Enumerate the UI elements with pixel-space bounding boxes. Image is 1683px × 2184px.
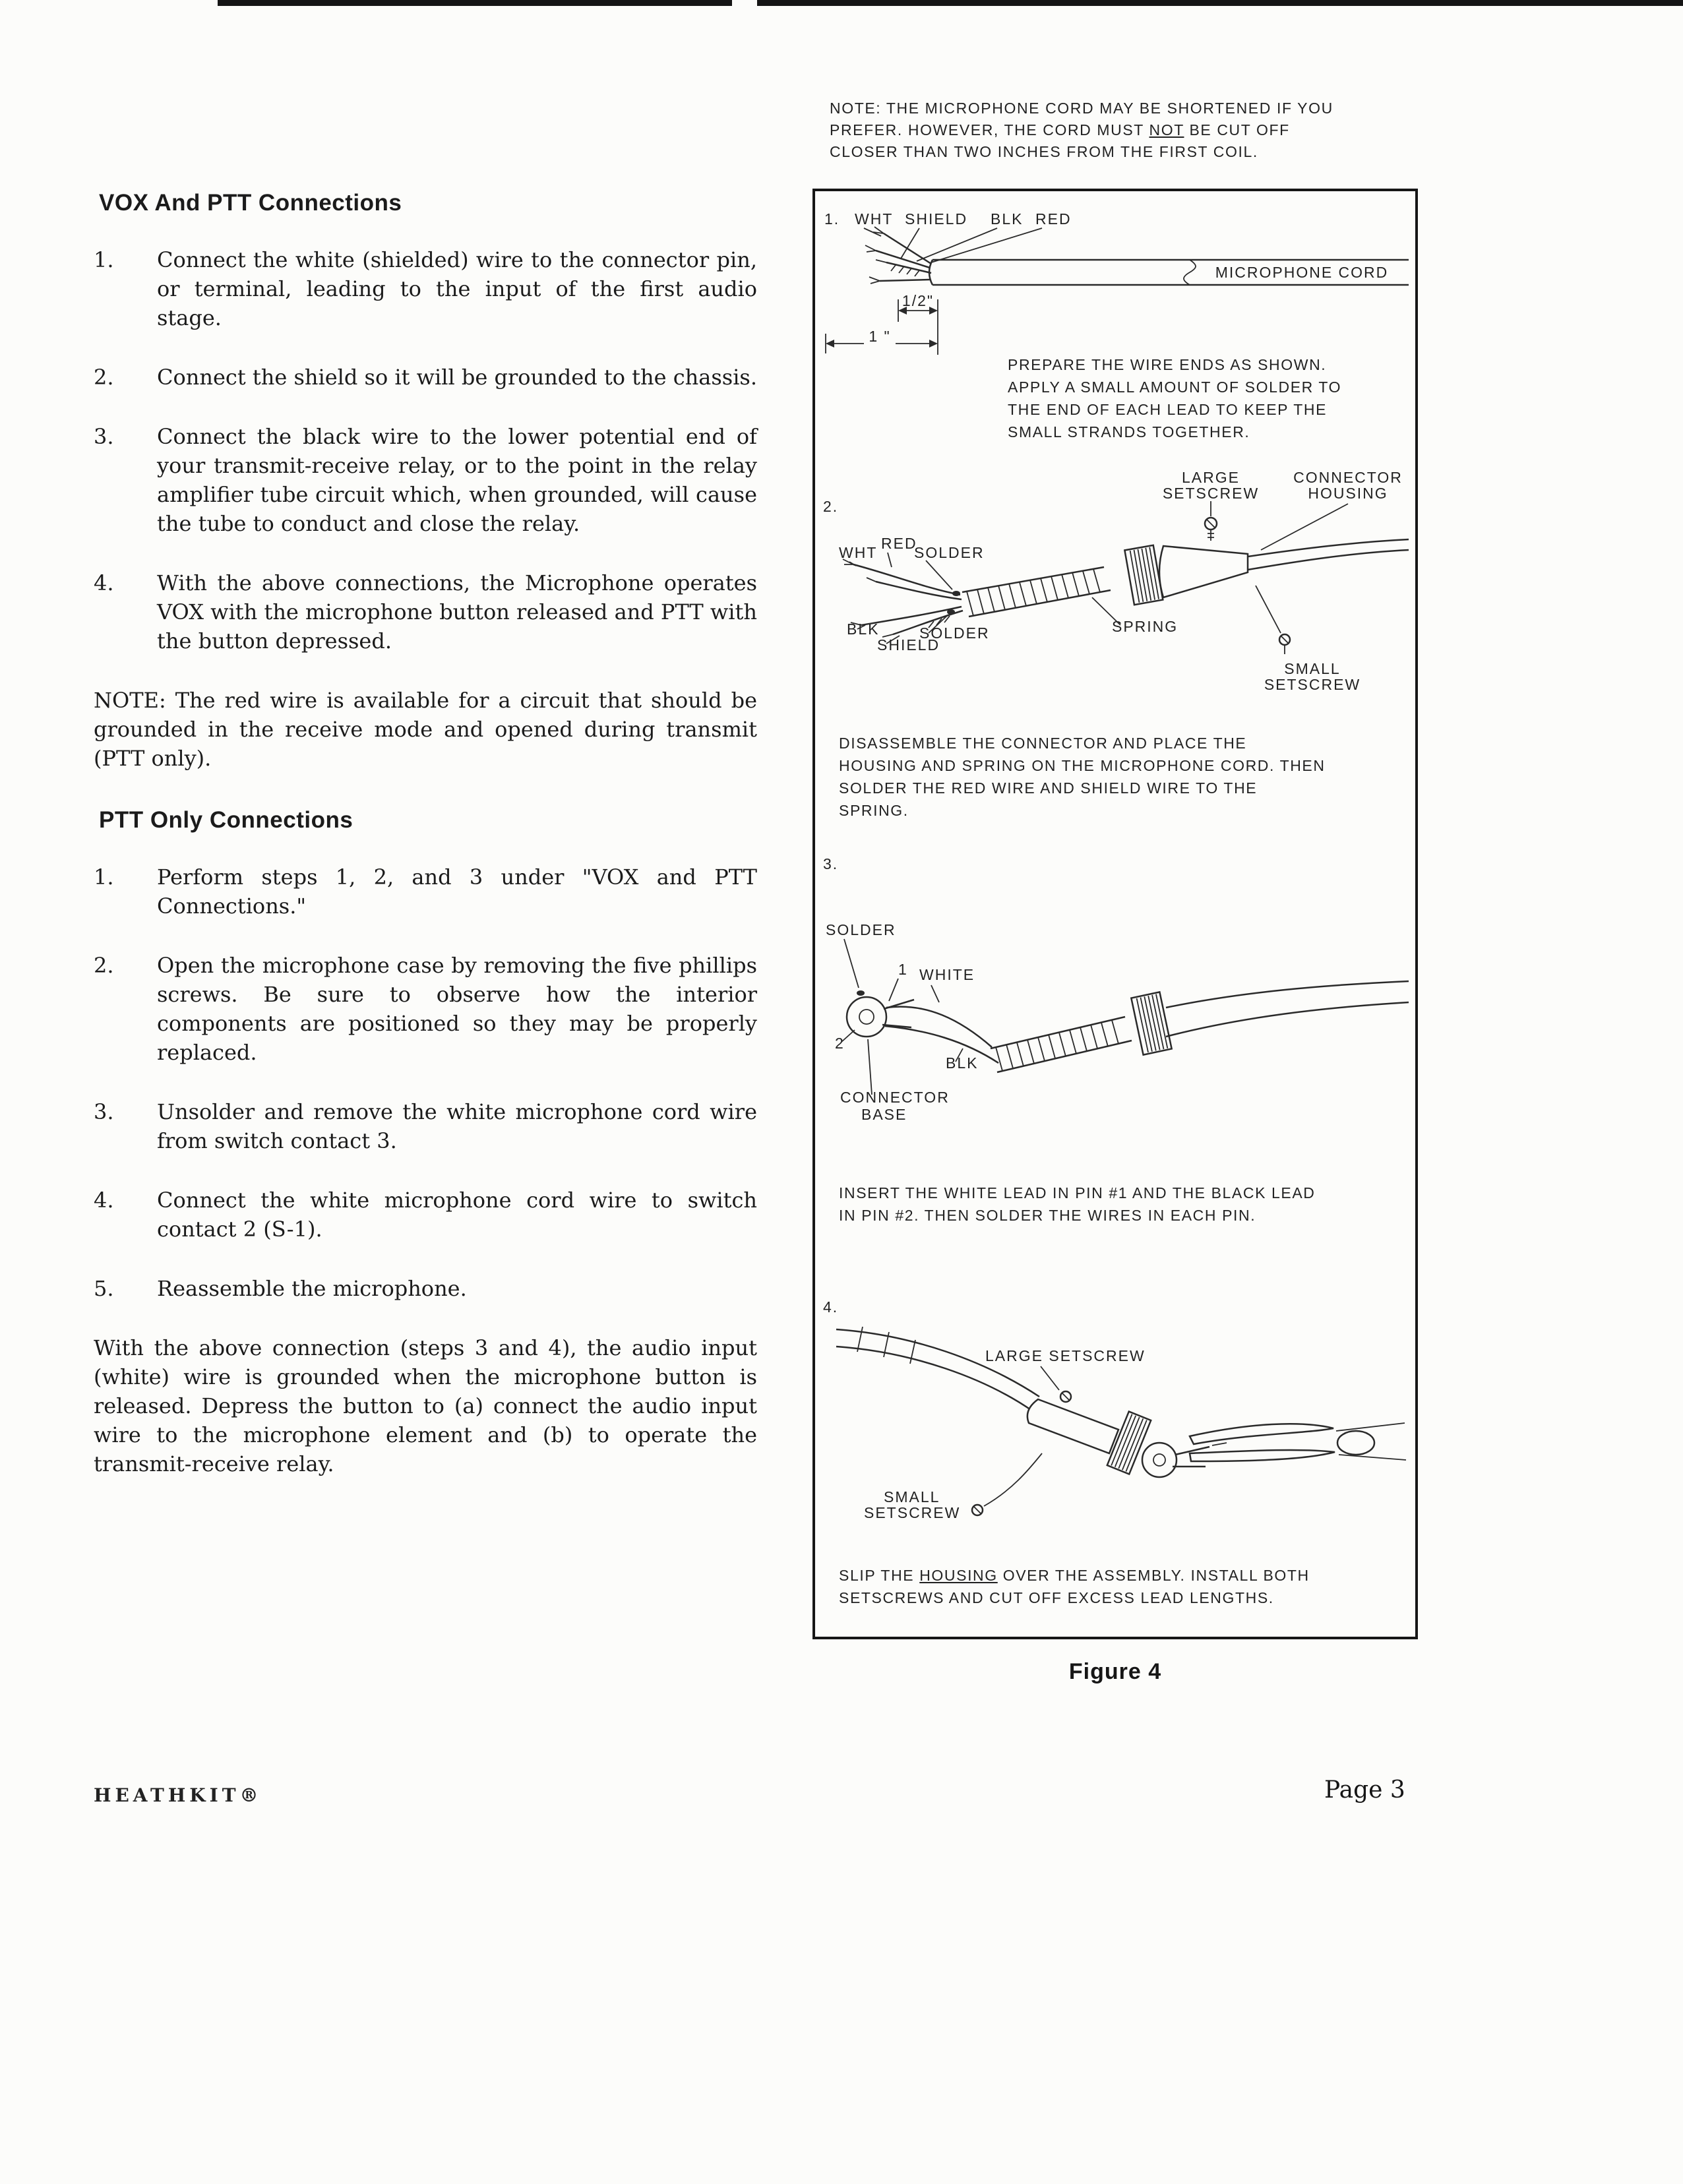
label-small-setscrew: SMALL bbox=[884, 1488, 940, 1505]
label-blk: BLK bbox=[847, 621, 880, 638]
step4-caption-text: OVER THE ASSEMBLY. INSTALL BOTH SETSCREWS AND CUT OFF EXCESS LEAD LENGTHS. bbox=[839, 1567, 1310, 1606]
step1-number: 1. bbox=[824, 210, 840, 228]
step-number: 3. bbox=[94, 1099, 114, 1124]
small-setscrew-icon bbox=[1256, 586, 1290, 654]
step-number: 1. bbox=[94, 864, 114, 890]
step-text: Connect the white microphone cord wire to switch contact 2 (S-1). bbox=[157, 1188, 757, 1242]
step-text: Unsolder and remove the white microphone cord wire from switch contact 3. bbox=[157, 1099, 757, 1153]
figure-note-text: BE CUT OFF CLOSER THAN TWO INCHES FROM THE FIRST COIL. bbox=[830, 121, 1290, 160]
note-paragraph: NOTE: The red wire is available for a circuit that should be grounded in the receive mode and opened during transmit (PTT only). bbox=[94, 688, 757, 771]
step-number: 4. bbox=[94, 570, 114, 595]
label-connector-housing: HOUSING bbox=[1308, 485, 1388, 502]
step-text: Reassemble the microphone. bbox=[157, 1276, 467, 1301]
label-solder: SOLDER bbox=[826, 921, 896, 938]
label-solder: SOLDER bbox=[914, 544, 985, 561]
label-spring: SPRING bbox=[1112, 618, 1178, 635]
step-number: 2. bbox=[94, 953, 114, 978]
label-wht: WHT bbox=[839, 544, 878, 561]
section-heading-ptt: PTT Only Connections bbox=[99, 807, 353, 833]
step3-number: 3. bbox=[823, 855, 839, 872]
section-heading-vox: VOX And PTT Connections bbox=[99, 190, 402, 216]
label-red: RED bbox=[881, 535, 917, 552]
list-item bbox=[94, 863, 757, 921]
scan-artifact bbox=[218, 0, 732, 6]
scan-artifact bbox=[757, 0, 1683, 6]
list-item bbox=[94, 422, 757, 538]
figure-note bbox=[830, 98, 1357, 163]
label-connector-base: BASE bbox=[861, 1106, 907, 1123]
step4-number: 4. bbox=[823, 1298, 839, 1316]
brand-logo: HEATHKIT® bbox=[94, 1784, 262, 1806]
label-blk: BLK bbox=[946, 1054, 979, 1072]
step1-caption: PREPARE THE WIRE ENDS AS SHOWN. APPLY A SMALL AMOUNT OF SOLDER TO THE END OF EACH LEAD TO KEEP THE SMALL STRANDS TOGETHER. bbox=[1008, 356, 1342, 440]
figure-note-text: NOTE: THE MICROPHONE CORD MAY BE SHORTENED IF YOU PREFER. HOWEVER, THE CORD MUST bbox=[830, 100, 1333, 138]
label-small-setscrew: SETSCREW bbox=[1264, 676, 1361, 693]
label-large-setscrew: LARGE SETSCREW bbox=[985, 1347, 1146, 1364]
text-column bbox=[94, 190, 757, 1478]
diagram-step4-assembly-cut bbox=[820, 1292, 1414, 1550]
label-large-setscrew: LARGE bbox=[1182, 469, 1240, 486]
label-white: WHITE bbox=[919, 966, 975, 983]
list-item bbox=[94, 363, 757, 392]
figure-title: Figure 4 bbox=[1068, 1659, 1162, 1684]
list-item bbox=[94, 1274, 757, 1303]
label-connector-base: CONNECTOR bbox=[840, 1089, 950, 1106]
list-item bbox=[94, 245, 757, 332]
label-blk: BLK bbox=[991, 210, 1024, 228]
label-pin-2: 2 bbox=[835, 1035, 845, 1052]
step-text: Connect the white (shielded) wire to the connector pin, or terminal, leading to the input of the first audio stage. bbox=[157, 247, 757, 330]
step4-caption-text: SLIP THE bbox=[839, 1567, 920, 1584]
step-number: 4. bbox=[94, 1188, 114, 1213]
dimension-one-inch: 1 " bbox=[869, 328, 891, 345]
label-large-setscrew: SETSCREW bbox=[1162, 485, 1260, 502]
step-number: 3. bbox=[94, 424, 114, 449]
label-shield: SHIELD bbox=[905, 210, 968, 228]
step-number: 2. bbox=[94, 365, 114, 390]
figure-note-underlined: NOT bbox=[1149, 121, 1184, 138]
step4-caption bbox=[839, 1564, 1327, 1609]
dimension-half-inch: 1/2" bbox=[902, 292, 934, 309]
diagram-step3-solder-pins bbox=[820, 851, 1414, 1161]
label-small-setscrew: SMALL bbox=[1284, 660, 1341, 677]
label-wht: WHT bbox=[855, 210, 894, 228]
figure-4-box bbox=[812, 189, 1418, 1639]
step-text: Connect the black wire to the lower potential end of your transmit-receive relay, or to the point in the relay amplifier tube circuit which, when grounded, will cause the tube to conduct and close the relay. bbox=[157, 424, 757, 536]
step4-caption-underlined: HOUSING bbox=[919, 1567, 998, 1584]
label-pin-1: 1 bbox=[898, 961, 908, 978]
step2-caption: DISASSEMBLE THE CONNECTOR AND PLACE THE HOUSING AND SPRING ON THE MICROPHONE CORD. THEN SOLDER THE RED WIRE AND SHIELD WIRE TO THE SPRING. bbox=[839, 735, 1326, 819]
list-item bbox=[94, 951, 757, 1067]
step-text: Connect the shield so it will be grounded to the chassis. bbox=[157, 365, 758, 390]
step3-caption: INSERT THE WHITE LEAD IN PIN #1 AND THE BLACK LEAD IN PIN #2. THEN SOLDER THE WIRES IN EACH PIN. bbox=[839, 1184, 1316, 1224]
label-small-setscrew: SETSCREW bbox=[864, 1504, 961, 1521]
label-shield: SHIELD bbox=[877, 636, 940, 653]
closing-paragraph: With the above connection (steps 3 and 4), the audio input (white) wire is grounded when the microphone button is released. Depress the button to (a) connect the audio input wire to the microphone element and (b) to operate the transmit-receive relay. bbox=[94, 1335, 757, 1476]
label-connector-housing: CONNECTOR bbox=[1293, 469, 1403, 486]
list-item bbox=[94, 568, 757, 655]
step-number: 5. bbox=[94, 1276, 114, 1301]
label-red: RED bbox=[1035, 210, 1072, 228]
step2-number: 2. bbox=[823, 498, 839, 515]
diagram-step1-wire-ends bbox=[820, 202, 1414, 373]
page-number: Page 3 bbox=[1324, 1776, 1405, 1804]
diagram-step2-disassembled-connector bbox=[820, 468, 1414, 706]
step-text: Open the microphone case by removing the five phillips screws. Be sure to observe how the interior components are positioned so they may be properly replaced. bbox=[157, 953, 757, 1065]
label-solder: SOLDER bbox=[919, 624, 990, 642]
step-text: With the above connections, the Microphone operates VOX with the microphone button released and PTT with the button depressed. bbox=[157, 570, 757, 653]
label-microphone-cord: MICROPHONE CORD bbox=[1215, 264, 1389, 281]
list-item bbox=[94, 1097, 757, 1155]
large-setscrew-icon bbox=[1205, 501, 1217, 541]
list-item bbox=[94, 1186, 757, 1244]
step-number: 1. bbox=[94, 247, 114, 272]
step-text: Perform steps 1, 2, and 3 under "VOX and PTT Connections." bbox=[157, 864, 757, 919]
